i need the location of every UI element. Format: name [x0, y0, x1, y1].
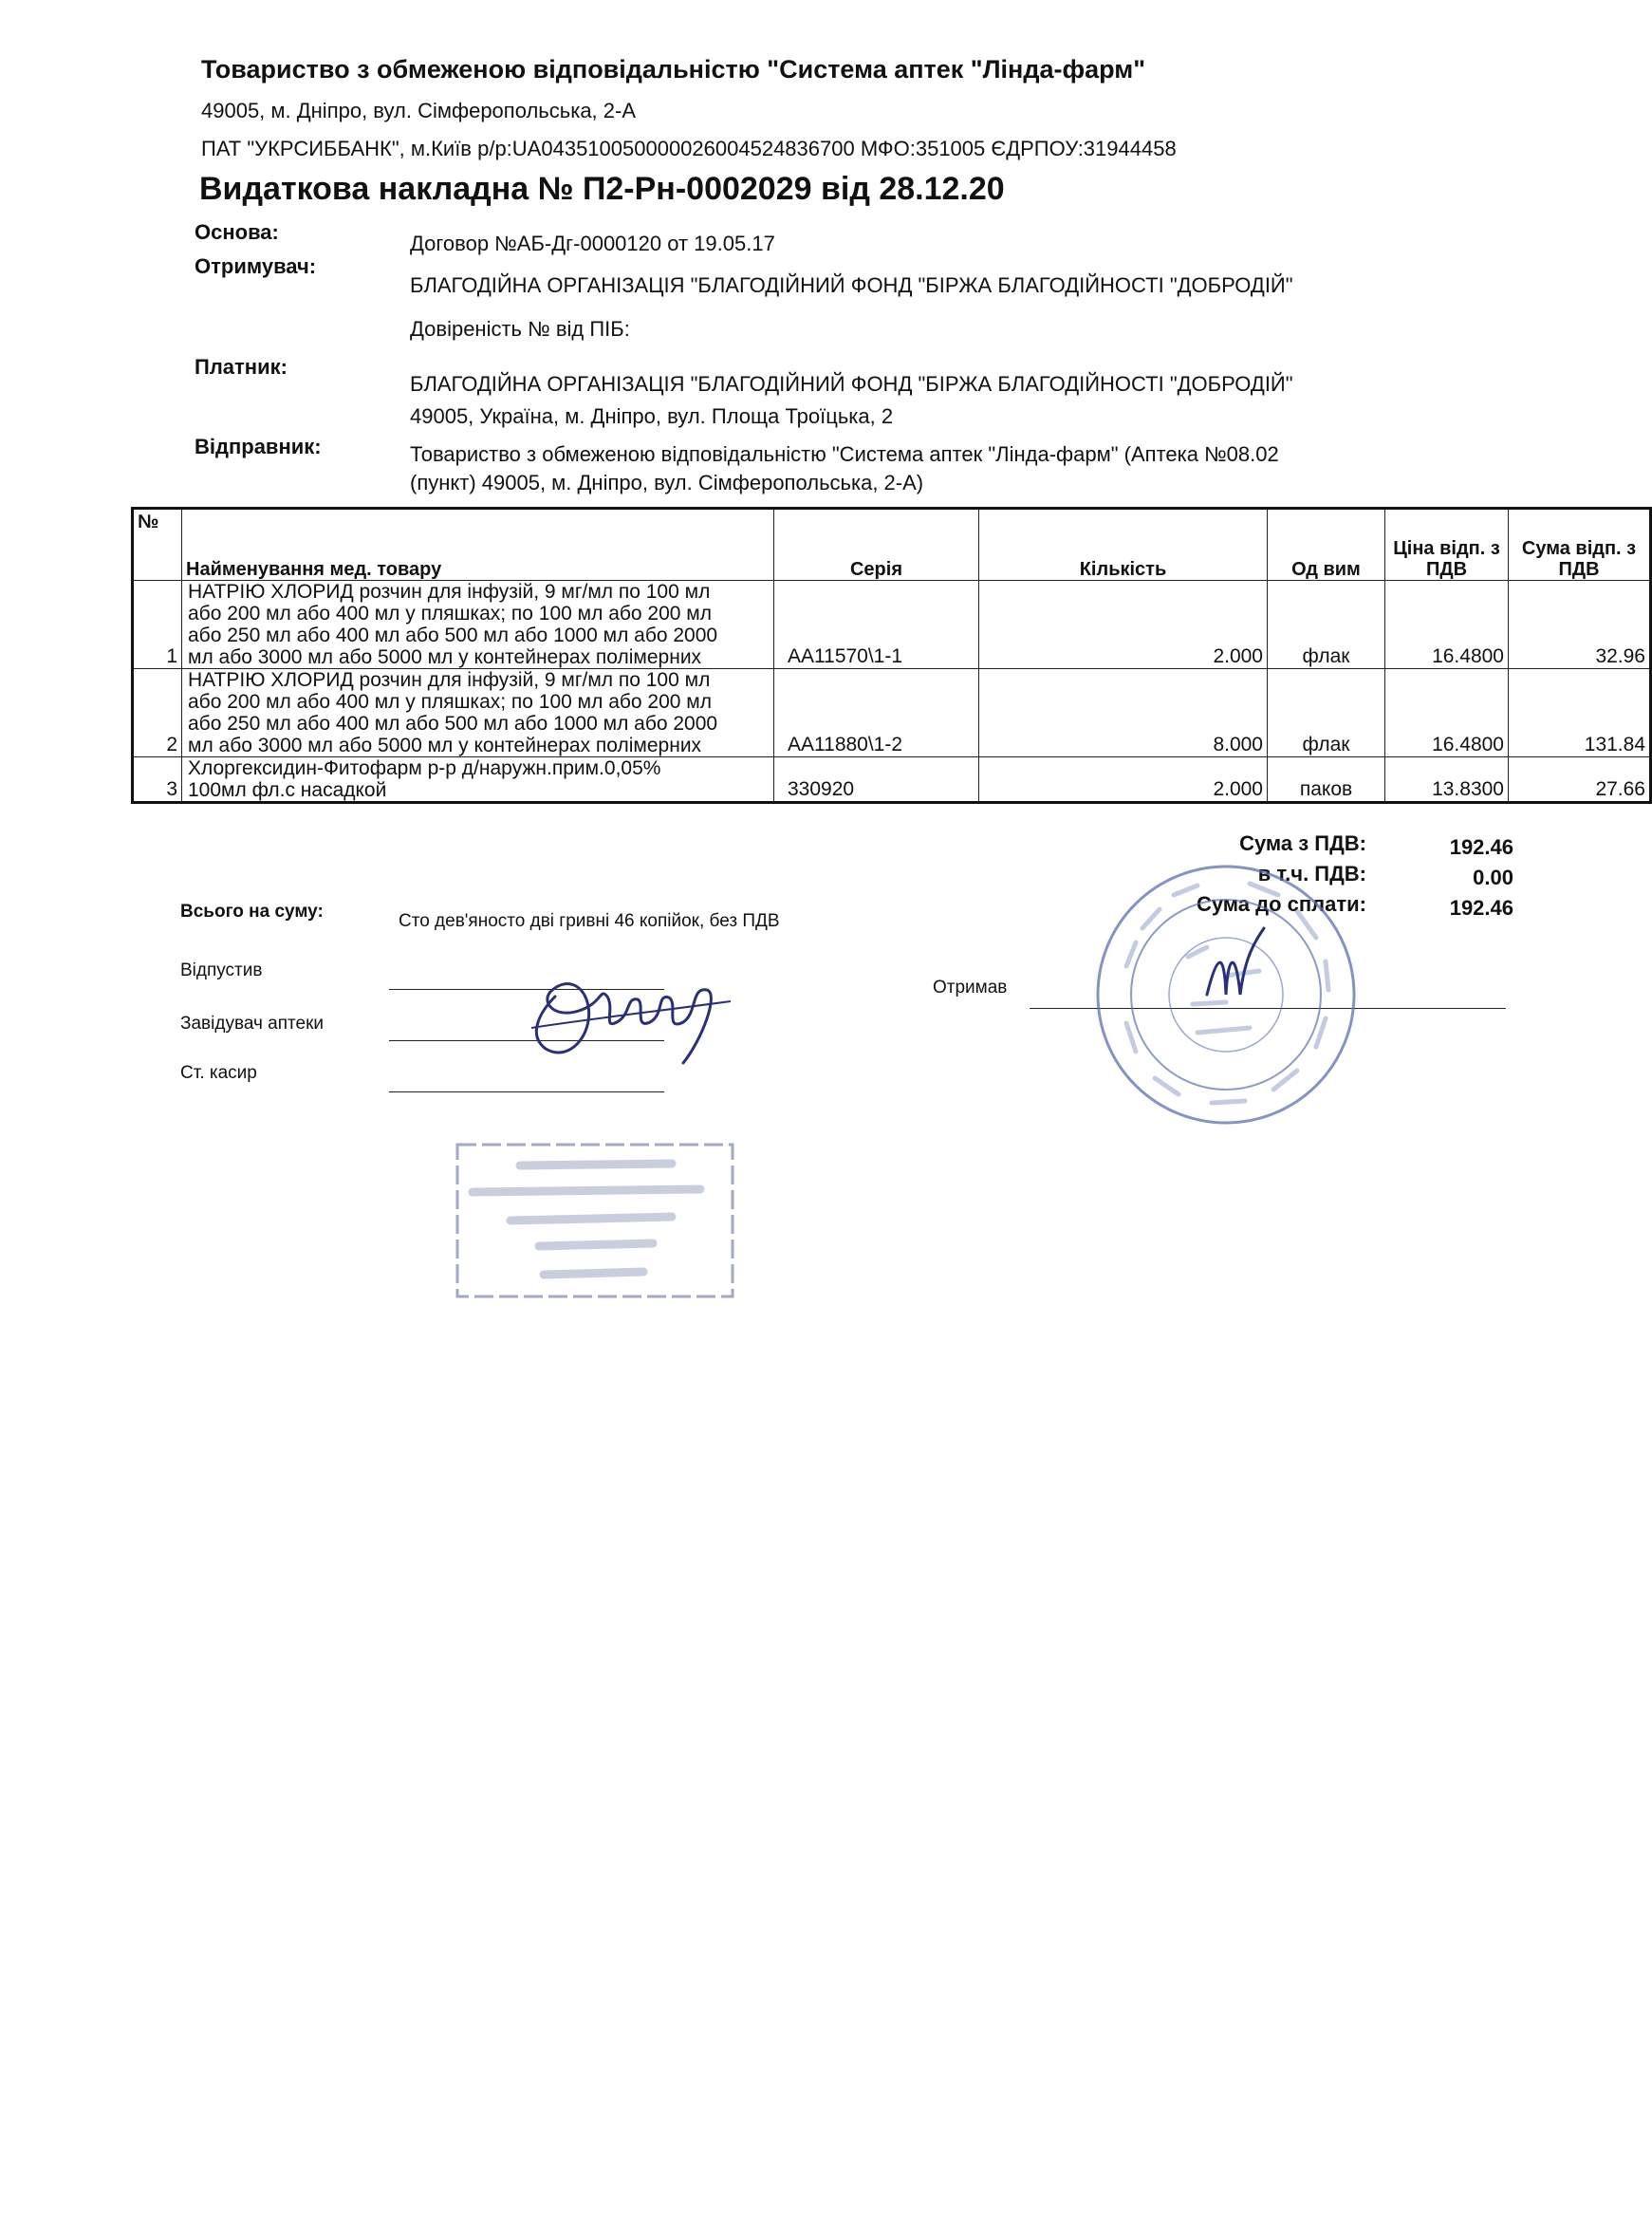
row-sum: 32.96: [1509, 581, 1651, 669]
payer-label: Платник:: [195, 355, 288, 379]
to-pay-value: 192.46: [1449, 896, 1513, 920]
row-qty: 2.000: [979, 581, 1268, 669]
row-qty: 8.000: [979, 669, 1268, 757]
sum-vat-label: Сума з ПДВ:: [1239, 831, 1366, 855]
row-name-line: або 200 мл або 400 мл у пляшках; по 100 мл або 200 мл: [188, 603, 712, 625]
basis-value: Договор №АБ-Дг-0000120 от 19.05.17: [410, 232, 775, 255]
table-row: [133, 581, 1651, 669]
row-series: АА11570\1-1: [774, 581, 979, 669]
recipient-value: БЛАГОДІЙНА ОРГАНІЗАЦІЯ "БЛАГОДІЙНИЙ ФОНД "БІРЖА БЛАГОДІЙНОСТІ "ДОБРОДІЙ": [410, 273, 1293, 297]
company-address: 49005, м. Дніпро, вул. Сімферопольська, 2-А: [201, 99, 637, 122]
row-name-line: 100мл фл.с насадкой: [188, 779, 387, 801]
row-sum: 131.84: [1509, 669, 1651, 757]
row-name: [182, 581, 774, 669]
header-unit: Од вим: [1268, 509, 1385, 581]
table-row: [133, 757, 1651, 803]
row-price: 16.4800: [1385, 581, 1509, 669]
row-name-line: Хлоргексидин-Фитофарм р-р д/наружн.прим.0,05%: [188, 757, 661, 779]
total-sum-words: Сто дев'яносто дві гривні 46 копійок, без ПДВ: [399, 911, 780, 931]
to-pay-label: Сума до сплати:: [1196, 892, 1366, 916]
row-name-line: або 200 мл або 400 мл у пляшках; по 100 мл або 200 мл: [188, 691, 712, 713]
row-name: [182, 669, 774, 757]
released-label: Відпустив: [180, 960, 263, 980]
total-sum-label: Всього на суму:: [180, 902, 324, 922]
document-title: Видаткова накладна № П2-Рн-0002029 від 28.12.20: [199, 171, 1005, 207]
sender-signature: [512, 944, 750, 1072]
row-name-line: НАТРІЮ ХЛОРИД розчин для інфузій, 9 мг/мл по 100 мл: [188, 581, 711, 603]
row-name-line: або 250 мл або 400 мл або 500 мл або 1000 мл або 2000: [188, 713, 718, 735]
received-label: Отримав: [933, 978, 1008, 998]
sum-vat-value: 192.46: [1449, 835, 1513, 859]
row-unit: флак: [1268, 581, 1385, 669]
row-unit: флак: [1268, 669, 1385, 757]
row-series: 330920: [774, 757, 979, 803]
incl-vat-label: в т.ч. ПДВ:: [1257, 862, 1366, 886]
payer-value-line-2: 49005, Україна, м. Дніпро, вул. Площа Троїцька, 2: [410, 404, 894, 428]
header-name: Найменування мед. товару: [182, 509, 774, 581]
incl-vat-value: 0.00: [1473, 866, 1513, 889]
table-header-row: [133, 509, 1651, 581]
header-num: №: [133, 509, 182, 581]
row-name-line: мл або 3000 мл або 5000 мл у контейнерах полімерних: [188, 646, 702, 668]
sender-rectangular-stamp: [454, 1137, 740, 1308]
recipient-round-stamp: [1084, 852, 1368, 1137]
row-name-line: або 250 мл або 400 мл або 500 мл або 1000 мл або 2000: [188, 625, 718, 646]
sender-value-line-2: (пункт) 49005, м. Дніпро, вул. Сімферопольська, 2-А): [410, 471, 924, 494]
row-name-line: мл або 3000 мл або 5000 мл у контейнерах полімерних: [188, 735, 702, 756]
header-price: Ціна відп. з ПДВ: [1385, 509, 1509, 581]
pharmacy-head-label: Завідувач аптеки: [180, 1014, 324, 1034]
row-name: [182, 757, 774, 803]
row-num: 3: [133, 757, 182, 803]
power-of-attorney: Довіреність № від ПІБ:: [410, 317, 630, 341]
company-name: Товариство з обмеженою відповідальністю "Система аптек "Лінда-фарм": [201, 55, 1146, 84]
row-unit: паков: [1268, 757, 1385, 803]
recipient-label: Отримувач:: [195, 254, 317, 278]
sender-label: Відправник:: [195, 435, 322, 458]
row-price: 13.8300: [1385, 757, 1509, 803]
company-bank-details: ПАТ "УКРСИББАНК", м.Київ р/р:UA043510050000026004524836700 МФО:351005 ЄДРПОУ:31944458: [201, 137, 1177, 160]
row-price: 16.4800: [1385, 669, 1509, 757]
cashier-label: Ст. касир: [180, 1063, 257, 1083]
row-qty: 2.000: [979, 757, 1268, 803]
row-sum: 27.66: [1509, 757, 1651, 803]
header-sum: Сума відп. з ПДВ: [1509, 509, 1651, 581]
row-num: 2: [133, 669, 182, 757]
basis-label: Основа:: [195, 220, 279, 244]
sender-value-line-1: Товариство з обмеженою відповідальністю "Система аптек "Лінда-фарм" (Аптека №08.02: [410, 442, 1279, 466]
row-series: АА11880\1-2: [774, 669, 979, 757]
header-series: Серія: [774, 509, 979, 581]
items-table: [131, 507, 1652, 804]
table-row: [133, 669, 1651, 757]
cashier-signature-line: [389, 1091, 664, 1092]
header-qty: Кількість: [979, 509, 1268, 581]
payer-value-line-1: БЛАГОДІЙНА ОРГАНІЗАЦІЯ "БЛАГОДІЙНИЙ ФОНД "БІРЖА БЛАГОДІЙНОСТІ "ДОБРОДІЙ": [410, 372, 1293, 396]
row-num: 1: [133, 581, 182, 669]
row-name-line: НАТРІЮ ХЛОРИД розчин для інфузій, 9 мг/мл по 100 мл: [188, 669, 711, 691]
